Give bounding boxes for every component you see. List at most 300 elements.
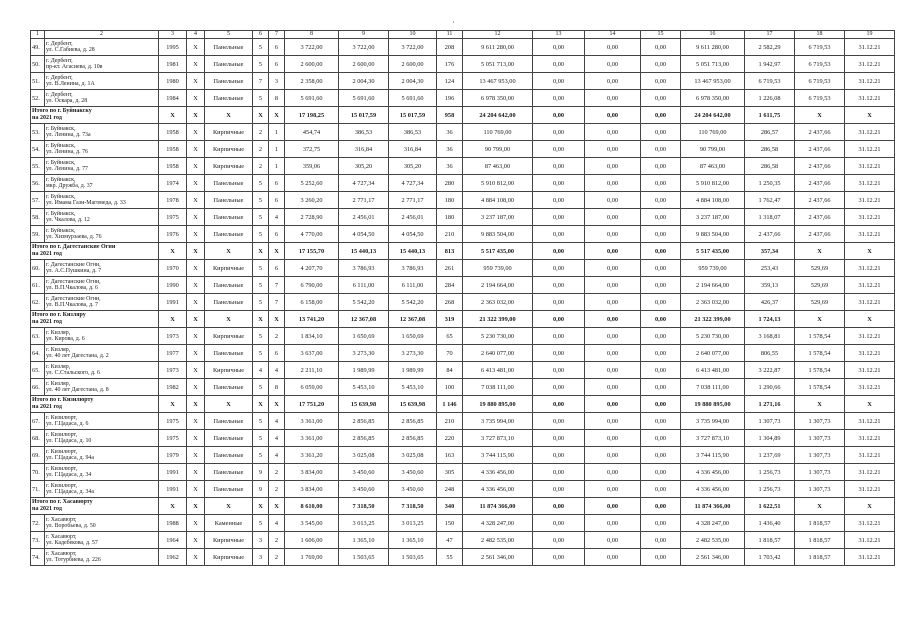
table-cell: 0,00	[641, 192, 681, 209]
table-cell: 959 739,00	[463, 260, 533, 277]
table-cell: 253,43	[745, 260, 795, 277]
table-cell: 0,00	[533, 379, 585, 396]
table-cell: X	[187, 277, 205, 294]
table-cell: 5	[253, 447, 269, 464]
table-cell: 3 450,60	[389, 464, 437, 481]
table-cell: 36	[437, 124, 463, 141]
table-cell: 5	[253, 175, 269, 192]
table-cell: 2 358,00	[285, 73, 339, 90]
table-cell: Кирпичные	[205, 328, 253, 345]
subtotal-cell: 0,00	[585, 311, 641, 328]
table-cell: 0,00	[533, 73, 585, 90]
table-cell: 0,00	[585, 328, 641, 345]
table-cell: 6 719,53	[795, 73, 845, 90]
subtotal-cell: 0,00	[585, 243, 641, 260]
table-cell: 6 158,00	[285, 294, 339, 311]
subtotal-cell: X	[253, 498, 269, 515]
table-cell: 529,69	[795, 260, 845, 277]
table-cell: 0,00	[585, 464, 641, 481]
table-cell: 210	[437, 226, 463, 243]
table-cell: 3 450,60	[339, 481, 389, 498]
table-cell: 5 910 812,00	[681, 175, 745, 192]
table-cell: 1962	[159, 549, 187, 566]
table-cell: 305,20	[339, 158, 389, 175]
table-cell: 124	[437, 73, 463, 90]
table-cell: 4 054,50	[389, 226, 437, 243]
table-cell: 9 883 504,00	[463, 226, 533, 243]
table-row	[31, 464, 895, 481]
table-cell: 5	[253, 515, 269, 532]
table-cell: 2 771,17	[339, 192, 389, 209]
subtotal-cell: 13 741,20	[285, 311, 339, 328]
table-cell: 0,00	[585, 56, 641, 73]
row-number: 58.	[31, 209, 45, 226]
table-cell: 1 606,00	[285, 532, 339, 549]
address-cell: г. Кизляр, ул. 40 лет Дагестана, д. 8	[45, 379, 159, 396]
address-cell: г. Буйнакск, ул. Ленина, д. 73а	[45, 124, 159, 141]
subtotal-cell: X	[187, 107, 205, 124]
table-cell: 5	[253, 379, 269, 396]
subtotal-cell: 0,00	[585, 396, 641, 413]
table-cell: 0,00	[641, 549, 681, 566]
table-cell: 1976	[159, 226, 187, 243]
table-cell: 5	[253, 226, 269, 243]
subtotal-cell: 1 146	[437, 396, 463, 413]
subtotal-cell: 0,00	[641, 396, 681, 413]
table-cell: 2 582,29	[745, 39, 795, 56]
table-cell: X	[187, 345, 205, 362]
table-cell: 3 450,60	[339, 464, 389, 481]
subtotal-cell: 7 318,50	[339, 498, 389, 515]
subtotal-cell: X	[205, 498, 253, 515]
table-cell: 3	[269, 73, 285, 90]
table-cell: 31.12.21	[845, 345, 895, 362]
table-cell: 208	[437, 39, 463, 56]
table-cell: 2 363 032,00	[463, 294, 533, 311]
table-cell: Панельные	[205, 209, 253, 226]
table-cell: 7 038 111,00	[463, 379, 533, 396]
address-cell: г. Кизилюрт, ул. Г.Цадаса, д. 34а	[45, 481, 159, 498]
table-cell: 65	[437, 328, 463, 345]
table-cell: X	[187, 430, 205, 447]
table-cell: 372,75	[285, 141, 339, 158]
column-number: 17	[745, 31, 795, 39]
table-cell: 5 453,10	[339, 379, 389, 396]
subtotal-cell: X	[187, 396, 205, 413]
table-cell: 0,00	[585, 158, 641, 175]
table-cell: 0,00	[533, 549, 585, 566]
table-cell: X	[187, 226, 205, 243]
subtotal-label: Итого по г. Дагестанские Огни на 2021 год	[31, 243, 159, 260]
subtotal-cell: 0,00	[533, 311, 585, 328]
table-cell: 4 727,34	[389, 175, 437, 192]
table-cell: 305	[437, 464, 463, 481]
table-cell: 1973	[159, 328, 187, 345]
table-cell: 0,00	[641, 226, 681, 243]
table-cell: 36	[437, 158, 463, 175]
table-row	[31, 345, 895, 362]
table-cell: 4 207,70	[285, 260, 339, 277]
table-cell: 4	[269, 362, 285, 379]
table-cell: 31.12.21	[845, 39, 895, 56]
table-cell: 0,00	[585, 141, 641, 158]
subtotal-cell: 813	[437, 243, 463, 260]
table-cell: 0,00	[641, 260, 681, 277]
table-cell: 0,00	[641, 464, 681, 481]
table-row	[31, 277, 895, 294]
table-cell: 31.12.21	[845, 362, 895, 379]
table-cell: 1 436,40	[745, 515, 795, 532]
table-cell: 2 856,85	[389, 413, 437, 430]
subtotal-cell: X	[253, 311, 269, 328]
table-cell: 261	[437, 260, 463, 277]
subtotal-cell: 958	[437, 107, 463, 124]
row-number: 65.	[31, 362, 45, 379]
table-cell: 1 256,73	[745, 481, 795, 498]
table-cell: 959 739,00	[681, 260, 745, 277]
table-cell: 0,00	[641, 294, 681, 311]
subtotal-cell: 15 017,59	[339, 107, 389, 124]
table-cell: 0,00	[641, 209, 681, 226]
address-cell: г. Дербент, пр-кт. Агасиева, д. 10в	[45, 56, 159, 73]
table-cell: 31.12.21	[845, 413, 895, 430]
table-cell: 5 542,20	[339, 294, 389, 311]
table-cell: 2	[253, 124, 269, 141]
table-cell: 0,00	[641, 515, 681, 532]
address-cell: г. Буйнакск, ул. Чкалова, д. 12	[45, 209, 159, 226]
table-cell: 31.12.21	[845, 532, 895, 549]
table-cell: 4 727,34	[339, 175, 389, 192]
address-cell: г. Кизилюрт, ул. Г.Цадаса, д. 94а	[45, 447, 159, 464]
table-cell: 6	[269, 260, 285, 277]
address-cell: г. Кизляр, ул. 40 лет Дагестана, д. 2	[45, 345, 159, 362]
table-cell: 0,00	[533, 294, 585, 311]
table-cell: 1 578,54	[795, 379, 845, 396]
table-cell: 284	[437, 277, 463, 294]
table-cell: 6	[269, 175, 285, 192]
table-cell: 31.12.21	[845, 73, 895, 90]
table-cell: 5	[253, 430, 269, 447]
table-row	[31, 175, 895, 192]
subtotal-cell: X	[845, 498, 895, 515]
table-cell: 6 978 350,00	[681, 90, 745, 107]
row-number: 57.	[31, 192, 45, 209]
table-cell: 3 025,08	[389, 447, 437, 464]
table-cell: 0,00	[533, 447, 585, 464]
subtotal-cell: 0,00	[585, 498, 641, 515]
table-cell: 5 453,10	[389, 379, 437, 396]
subtotal-cell: 15 440,13	[389, 243, 437, 260]
table-cell: 1 769,00	[285, 549, 339, 566]
table-cell: 1 237,69	[745, 447, 795, 464]
address-cell: г. Кизилюрт, ул. Г.Цадаса, д. 10	[45, 430, 159, 447]
column-number-row	[31, 31, 895, 39]
table-cell: 6 719,53	[745, 73, 795, 90]
table-cell: 1 989,99	[389, 362, 437, 379]
table-cell: 3 361,00	[285, 413, 339, 430]
table-cell: 3 722,00	[389, 39, 437, 56]
table-cell: 4	[269, 413, 285, 430]
table-cell: 31.12.21	[845, 192, 895, 209]
subtotal-cell: X	[269, 107, 285, 124]
table-cell: 3	[253, 532, 269, 549]
subtotal-cell: X	[269, 396, 285, 413]
subtotal-cell: X	[205, 243, 253, 260]
table-cell: 1991	[159, 464, 187, 481]
table-cell: 31.12.21	[845, 260, 895, 277]
table-cell: 0,00	[533, 56, 585, 73]
table-cell: 1977	[159, 345, 187, 362]
row-number: 51.	[31, 73, 45, 90]
table-cell: 0,00	[641, 328, 681, 345]
table-cell: 180	[437, 209, 463, 226]
table-cell: 0,00	[533, 481, 585, 498]
subtotal-cell: 24 204 642,00	[463, 107, 533, 124]
table-cell: 4	[269, 515, 285, 532]
subtotal-cell: X	[269, 311, 285, 328]
subtotal-cell: 319	[437, 311, 463, 328]
table-cell: 0,00	[585, 294, 641, 311]
subtotal-cell: 12 367,08	[339, 311, 389, 328]
table-cell: 4 884 108,00	[463, 192, 533, 209]
table-cell: Кирпичные	[205, 260, 253, 277]
table-cell: 2 437,66	[795, 158, 845, 175]
subtotal-cell: X	[845, 311, 895, 328]
table-cell: X	[187, 260, 205, 277]
table-row	[31, 158, 895, 175]
table-cell: 8	[269, 379, 285, 396]
table-cell: 2 437,66	[795, 192, 845, 209]
subtotal-cell: X	[205, 396, 253, 413]
table-cell: X	[187, 294, 205, 311]
table-cell: 110 769,00	[463, 124, 533, 141]
table-cell: 1978	[159, 192, 187, 209]
table-cell: 316,84	[389, 141, 437, 158]
table-cell: Панельные	[205, 90, 253, 107]
table-cell: 1 503,65	[339, 549, 389, 566]
table-cell: X	[187, 141, 205, 158]
table-cell: 1 307,73	[795, 447, 845, 464]
table-cell: 1974	[159, 175, 187, 192]
table-cell: 0,00	[585, 532, 641, 549]
table-cell: 100	[437, 379, 463, 396]
address-cell: г. Дербент, ул. Оскара, д. 28	[45, 90, 159, 107]
table-cell: 3 735 994,00	[681, 413, 745, 430]
table-cell: 1 703,42	[745, 549, 795, 566]
table-cell: 2 456,01	[389, 209, 437, 226]
table-cell: X	[187, 175, 205, 192]
subtotal-cell: 8 610,00	[285, 498, 339, 515]
subtotal-cell: 19 880 895,00	[681, 396, 745, 413]
table-cell: 6	[269, 56, 285, 73]
row-number: 73.	[31, 532, 45, 549]
table-cell: 1 307,73	[745, 413, 795, 430]
table-cell: 3 013,25	[389, 515, 437, 532]
table-cell: 3 722,00	[285, 39, 339, 56]
table-cell: Панельные	[205, 226, 253, 243]
table-cell: 9	[253, 464, 269, 481]
table-cell: 1958	[159, 141, 187, 158]
table-cell: 5	[253, 260, 269, 277]
column-number: 15	[641, 31, 681, 39]
subtotal-cell: 0,00	[533, 396, 585, 413]
column-number: 14	[585, 31, 641, 39]
table-cell: 1 290,66	[745, 379, 795, 396]
subtotal-cell: 11 874 366,00	[681, 498, 745, 515]
table-cell: X	[187, 481, 205, 498]
table-cell: 1958	[159, 124, 187, 141]
table-cell: 3 722,00	[339, 39, 389, 56]
table-cell: 1979	[159, 447, 187, 464]
table-cell: 2	[253, 141, 269, 158]
table-cell: 0,00	[585, 430, 641, 447]
table-cell: 0,00	[533, 90, 585, 107]
table-row	[31, 413, 895, 430]
table-cell: 5 252,60	[285, 175, 339, 192]
table-cell: 3 273,30	[339, 345, 389, 362]
table-cell: 6	[269, 226, 285, 243]
table-cell: 7	[269, 277, 285, 294]
table-cell: 806,55	[745, 345, 795, 362]
table-cell: 196	[437, 90, 463, 107]
table-cell: 3 361,20	[285, 447, 339, 464]
table-row	[31, 549, 895, 566]
table-cell: 2 856,85	[339, 413, 389, 430]
table-cell: 0,00	[533, 175, 585, 192]
table-cell: 0,00	[533, 124, 585, 141]
table-cell: X	[187, 362, 205, 379]
table-cell: 0,00	[585, 192, 641, 209]
table-cell: 4 328 247,00	[681, 515, 745, 532]
table-cell: 2 437,66	[745, 226, 795, 243]
table-cell: 2 363 032,00	[681, 294, 745, 311]
table-row	[31, 141, 895, 158]
table-cell: 1 818,57	[795, 549, 845, 566]
table-cell: 0,00	[641, 481, 681, 498]
subtotal-cell: X	[187, 243, 205, 260]
table-cell: Каменные	[205, 515, 253, 532]
table-cell: 1 578,54	[795, 328, 845, 345]
table-cell: 1984	[159, 90, 187, 107]
table-cell: 31.12.21	[845, 141, 895, 158]
table-cell: 31.12.21	[845, 158, 895, 175]
table-cell: 0,00	[533, 430, 585, 447]
table-cell: 3 025,08	[339, 447, 389, 464]
table-cell: 1982	[159, 379, 187, 396]
table-cell: 1 650,69	[389, 328, 437, 345]
row-number: 63.	[31, 328, 45, 345]
table-cell: 3	[253, 549, 269, 566]
table-cell: 0,00	[641, 413, 681, 430]
column-number: 12	[463, 31, 533, 39]
subtotal-cell: 15 639,98	[389, 396, 437, 413]
table-cell: 3 727 873,10	[681, 430, 745, 447]
table-cell: 31.12.21	[845, 90, 895, 107]
table-cell: 1 942,97	[745, 56, 795, 73]
table-cell: 1 318,07	[745, 209, 795, 226]
table-cell: 2 194 664,00	[681, 277, 745, 294]
table-cell: 2 004,30	[339, 73, 389, 90]
table-cell: 1980	[159, 73, 187, 90]
table-cell: 0,00	[585, 39, 641, 56]
row-number: 67.	[31, 413, 45, 430]
subtotal-row	[31, 498, 895, 515]
column-number: 19	[845, 31, 895, 39]
table-cell: 0,00	[585, 413, 641, 430]
subtotal-cell: X	[205, 311, 253, 328]
table-row	[31, 515, 895, 532]
table-cell: 4 770,00	[285, 226, 339, 243]
address-cell: г. Буйнакск, ул. Имама Гази-Магомеда, д. 33	[45, 192, 159, 209]
column-number: 1	[31, 31, 45, 39]
table-cell: 316,84	[339, 141, 389, 158]
column-number: 3	[159, 31, 187, 39]
subtotal-cell: 7 318,50	[389, 498, 437, 515]
table-cell: X	[187, 532, 205, 549]
address-cell: г. Хасавюрт, ул. Кадебекова, д. 57	[45, 532, 159, 549]
table-cell: Панельные	[205, 294, 253, 311]
table-cell: 5 230 730,00	[681, 328, 745, 345]
table-cell: 0,00	[533, 158, 585, 175]
subtotal-cell: 17 198,25	[285, 107, 339, 124]
table-cell: 3 637,00	[285, 345, 339, 362]
table-cell: 305,20	[389, 158, 437, 175]
table-cell: 1973	[159, 362, 187, 379]
table-cell: 5	[253, 345, 269, 362]
table-cell: 90 799,00	[463, 141, 533, 158]
subtotal-cell: 24 204 642,00	[681, 107, 745, 124]
table-cell: 1991	[159, 481, 187, 498]
row-number: 59.	[31, 226, 45, 243]
table-cell: 2 561 346,00	[463, 549, 533, 566]
table-cell: 2 437,66	[795, 175, 845, 192]
table-cell: 31.12.21	[845, 549, 895, 566]
address-cell: г. Дагестанские Огни, ул. А.С.Пушкина, д. 7	[45, 260, 159, 277]
table-cell: 5 051 713,00	[681, 56, 745, 73]
table-cell: 47	[437, 532, 463, 549]
page-mark: ·	[452, 18, 455, 27]
table-cell: 1 307,73	[795, 430, 845, 447]
table-cell: 0,00	[533, 328, 585, 345]
table-cell: 1 226,08	[745, 90, 795, 107]
table-cell: 4 336 456,00	[681, 481, 745, 498]
table-cell: X	[187, 447, 205, 464]
subtotal-cell: X	[795, 311, 845, 328]
table-cell: 2 856,85	[339, 430, 389, 447]
table-cell: 286,58	[745, 158, 795, 175]
table-cell: 0,00	[641, 158, 681, 175]
subtotal-cell: 5 517 435,00	[681, 243, 745, 260]
table-cell: 1 256,73	[745, 464, 795, 481]
table-cell: 0,00	[641, 430, 681, 447]
table-cell: 1 365,10	[389, 532, 437, 549]
row-number: 64.	[31, 345, 45, 362]
subtotal-cell: 0,00	[533, 107, 585, 124]
table-cell: X	[187, 192, 205, 209]
table-cell: 0,00	[641, 379, 681, 396]
table-cell: 3 786,93	[389, 260, 437, 277]
table-cell: 280	[437, 175, 463, 192]
table-cell: 6 719,53	[795, 90, 845, 107]
subtotal-cell: X	[845, 396, 895, 413]
column-number: 7	[269, 31, 285, 39]
subtotal-cell: X	[159, 396, 187, 413]
column-number: 10	[389, 31, 437, 39]
table-cell: 1 818,57	[795, 515, 845, 532]
table-cell: 1 650,69	[339, 328, 389, 345]
table-cell: 5	[253, 294, 269, 311]
table-cell: 1 250,35	[745, 175, 795, 192]
